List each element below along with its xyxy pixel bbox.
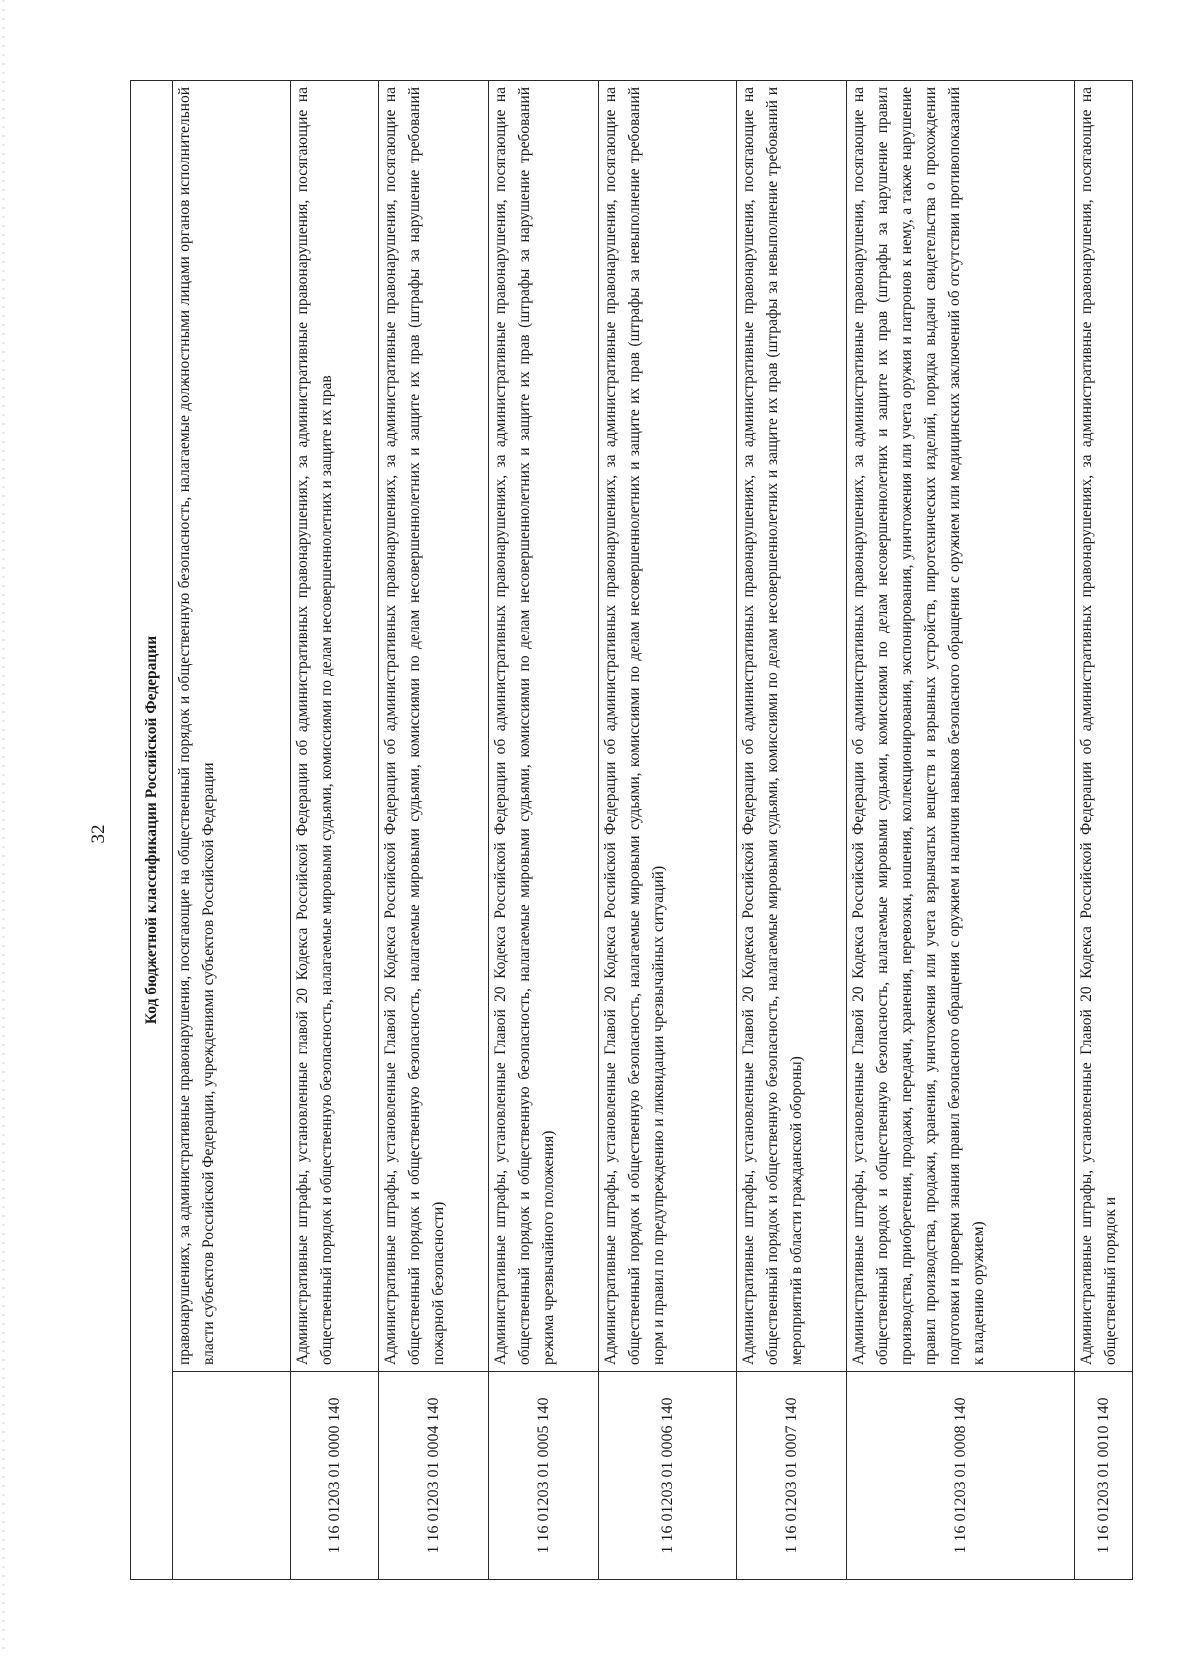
table-row [379, 81, 489, 1580]
code-cell [173, 1372, 291, 1580]
table-header-row [131, 81, 173, 1580]
description-cell: Административные штрафы, установленные главой 20 Кодекса Российской Федерации об административных правонарушениях, за административные правонарушения, посягающие на общественный порядок и общественную безопасность, налагаемые мировыми судьями, комиссиями по делам несовершеннолетних и защите их прав [291, 81, 379, 1372]
table-header: Код бюджетной классификации Российской Федерации [131, 81, 173, 1580]
code-cell: 1 16 01203 01 0005 140 [489, 1372, 599, 1580]
page-number: 32 [88, 824, 109, 844]
table-row [847, 81, 1075, 1580]
table-row [599, 81, 737, 1580]
scan-edge-artifact [2, 0, 5, 1656]
code-cell: 1 16 01203 01 0000 140 [291, 1372, 379, 1580]
description-cell: правонарушениях, за административные правонарушения, посягающие на общественный порядок и общественную безопасность, налагаемые должностными лицами органов исполнительной власти субъектов Российской Федерации, учреждениями субъектов Российской Федерации [173, 81, 291, 1372]
code-cell: 1 16 01203 01 0010 140 [1075, 1372, 1133, 1580]
code-cell: 1 16 01203 01 0004 140 [379, 1372, 489, 1580]
description-cell: Административные штрафы, установленные Главой 20 Кодекса Российской Федерации об административных правонарушениях, за административные правонарушения, посягающие на общественный порядок и общественную безопасность, налагаемые мировыми судьями, комиссиями по делам несовершеннолетних и защите их прав (штрафы за нарушение правил производства, приобретения, продажи, передачи, хранения, перевозки, ношения, коллекционирования, экспонирования, уничтожения или учета оружия и патронов к нему, а также нарушение правил производства, продажи, хранения, уничтожения или учета взрывчатых веществ и взрывных устройств, пиротехнических изделий, порядка выдачи свидетельства о прохождении подготовки и проверки знания правил безопасного обращения с оружием и наличия навыков безопасного обращения с оружием или медицинских заключений об отсутствии противопоказаний к владению оружием) [847, 81, 1075, 1372]
code-cell: 1 16 01203 01 0006 140 [599, 1372, 737, 1580]
description-cell: Административные штрафы, установленные Главой 20 Кодекса Российской Федерации об административных правонарушениях, за административные правонарушения, посягающие на общественный порядок и [1075, 81, 1133, 1372]
description-cell: Административные штрафы, установленные Главой 20 Кодекса Российской Федерации об административных правонарушениях, за административные правонарушения, посягающие на общественный порядок и общественную безопасность, налагаемые мировыми судьями, комиссиями по делам несовершеннолетних и защите их прав (штрафы за невыполнение требований норм и правил по предупреждению и ликвидации чрезвычайных ситуаций) [599, 81, 737, 1372]
table-row [1075, 81, 1133, 1580]
description-cell: Административные штрафы, установленные Главой 20 Кодекса Российской Федерации об административных правонарушениях, за административные правонарушения, посягающие на общественный порядок и общественную безопасность, налагаемые мировыми судьями, комиссиями по делам несовершеннолетних и защите их прав (штрафы за нарушение требований режима чрезвычайного положения) [489, 81, 599, 1372]
table-row [173, 81, 291, 1580]
table-row [489, 81, 599, 1580]
budget-classification-table [130, 80, 1133, 1580]
code-cell: 1 16 01203 01 0007 140 [737, 1372, 847, 1580]
description-cell: Административные штрафы, установленные Главой 20 Кодекса Российской Федерации об административных правонарушениях, за административные правонарушения, посягающие на общественный порядок и общественную безопасность, налагаемые мировыми судьями, комиссиями по делам несовершеннолетних и защите их прав (штрафы за нарушение требований пожарной безопасности) [379, 81, 489, 1372]
code-cell: 1 16 01203 01 0008 140 [847, 1372, 1075, 1580]
table-row [737, 81, 847, 1580]
description-cell: Административные штрафы, установленные Главой 20 Кодекса Российской Федерации об административных правонарушениях, за административные правонарушения, посягающие на общественный порядок и общественную безопасность, налагаемые мировыми судьями, комиссиями по делам несовершеннолетних и защите их прав (штрафы за невыполнение требований и мероприятий в области гражданской обороны) [737, 81, 847, 1372]
table-row [291, 81, 379, 1580]
